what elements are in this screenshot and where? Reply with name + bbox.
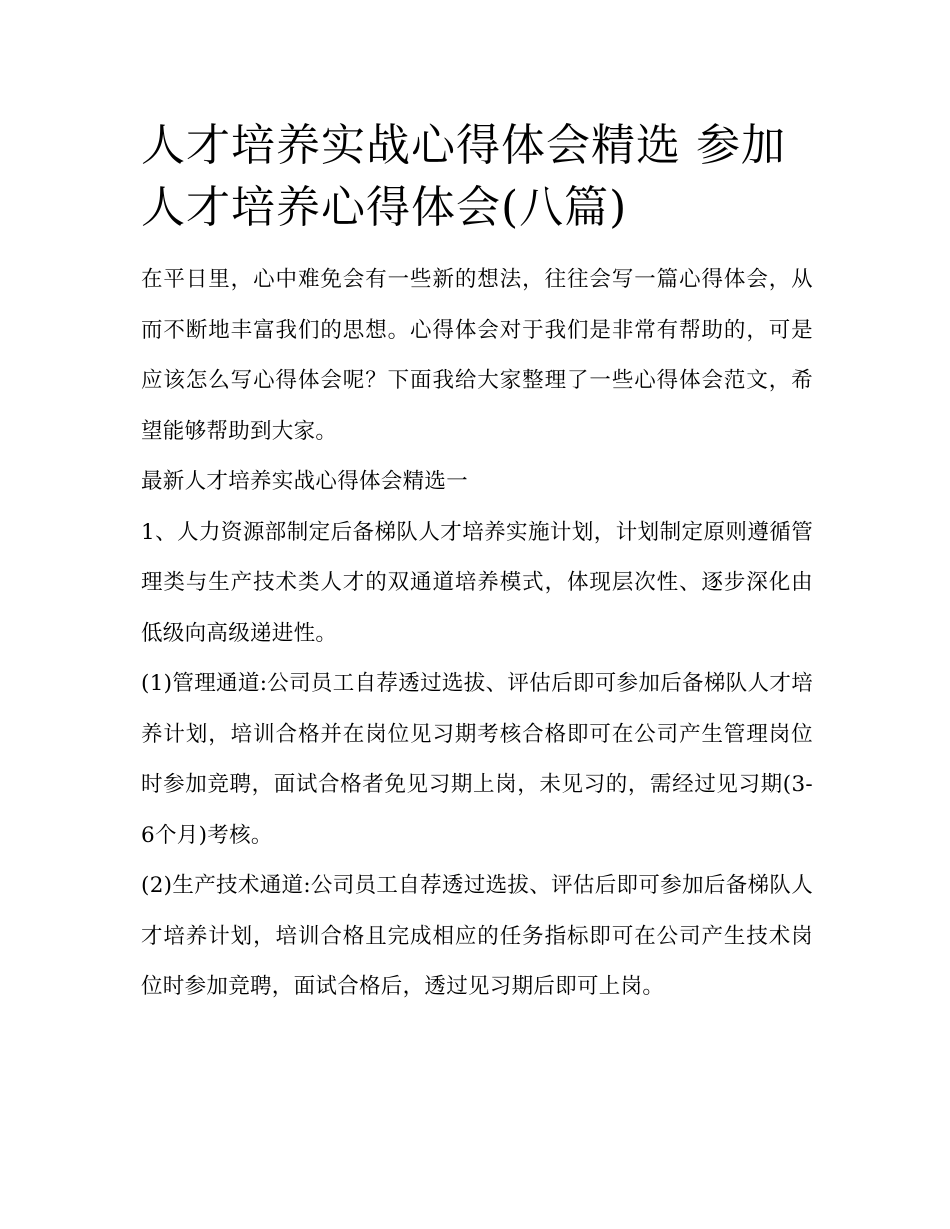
body-paragraph: 1、人力资源部制定后备梯队人才培养实施计划，计划制定原则遵循管理类与生产技术类人才的双通道培养模式，体现层次性、逐步深化由低级向高级递进性。 xyxy=(141,519,813,646)
body-paragraph: (1)管理通道:公司员工自荐透过选拔、评估后即可参加后备梯队人才培养计划，培训合格并在岗位见习期考核合格即可在公司产生管理岗位时参加竞聘，面试合格者免见习期上岗，未见习的，需经过见习期(3-6个月)考核。 xyxy=(141,671,813,848)
intro-paragraph: 在平日里，心中难免会有一些新的想法，往往会写一篇心得体会，从而不断地丰富我们的思想。心得体会对于我们是非常有帮助的，可是应该怎么写心得体会呢？下面我给大家整理了一些心得体会范文，希望能够帮助到大家。 xyxy=(141,267,813,444)
document-title: 人才培养实战心得体会精选 参加人才培养心得体会(八篇) xyxy=(141,120,786,233)
body-paragraph: (2)生产技术通道:公司员工自荐透过选拔、评估后即可参加后备梯队人才培养计划，培训合格且完成相应的任务指标即可在公司产生技术岗位时参加竞聘，面试合格后，透过见习期后即可上岗。 xyxy=(141,873,813,999)
section-heading: 最新人才培养实战心得体会精选一 xyxy=(141,469,469,494)
document-page xyxy=(141,115,813,1013)
